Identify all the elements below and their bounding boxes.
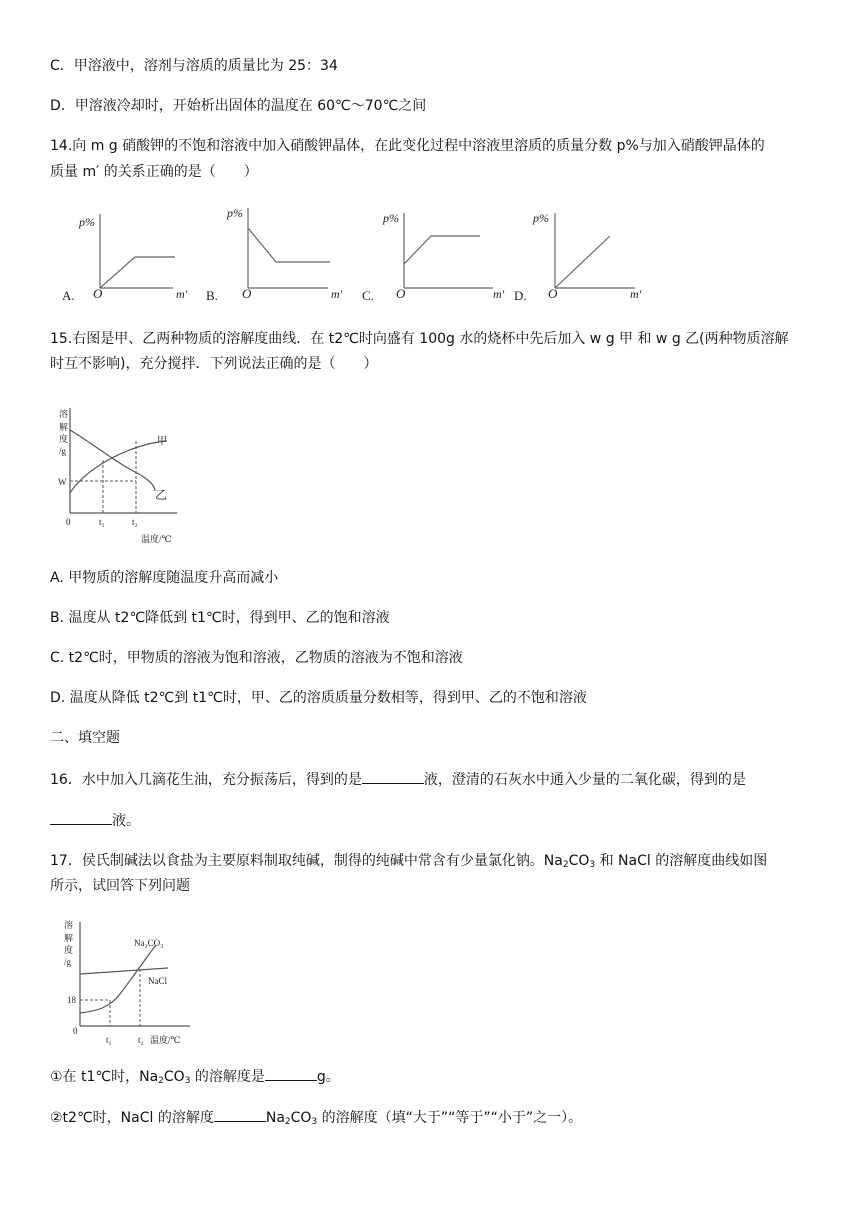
q16-part3: 液。 <box>112 813 140 829</box>
graph-b-ylabel: p% <box>227 206 243 220</box>
series-jia-label: 甲 <box>157 436 167 447</box>
q13-option-c: C．甲溶液中，溶剂与溶质的质量比为 25：34 <box>50 58 338 74</box>
ylabel-char-2: 解 <box>64 933 74 943</box>
w-label: W <box>58 477 67 487</box>
q17-sub2-text-d: 的溶解度（填“大于”“等于”“小于”之一）。 <box>317 1110 583 1126</box>
q17-sub1-text-a: ①在 t1℃时，Na <box>50 1069 159 1085</box>
graph-c-xlabel: m' <box>493 287 505 301</box>
graph-d-curve <box>555 236 610 288</box>
section-title: 二、填空题 <box>50 730 120 746</box>
q17-sub2-text-a: ②t2℃时，NaCl 的溶解度 <box>50 1110 214 1126</box>
q17-stem-sub: 2 <box>562 860 569 870</box>
q17-stem-text-c: 和 NaCl 的溶解度曲线如图 <box>595 853 768 869</box>
q14-graphs <box>55 198 655 310</box>
graph-c-letter: C. <box>362 288 374 303</box>
curve-nacl <box>80 968 168 974</box>
q17-stem-sub2: 3 <box>589 860 596 870</box>
graph-b-xlabel: m' <box>331 287 343 301</box>
graph-c-curve <box>404 236 480 264</box>
series-nacl-label: NaCl <box>148 976 167 986</box>
q17-solubility-graph <box>58 912 198 1052</box>
q15-stem-line2: 时互不影响)，充分搅拌．下列说法正确的是（ ） <box>50 356 378 372</box>
t2-label: t₂ <box>132 517 138 527</box>
curve-yi <box>70 430 155 491</box>
graph-b-letter: B. <box>206 288 218 303</box>
q17-stem-text-a: 17．侯氏制碱法以食盐为主要原料制取纯碱，制得的纯碱中常含有少量氯化钠。Na <box>50 853 563 869</box>
q17-sub1-sub2: 2 <box>158 1076 164 1086</box>
q14-stem-line2: 质量 m′ 的关系正确的是（ ） <box>50 164 258 180</box>
q15-stem-line1: 15.右图是甲、乙两种物质的溶解度曲线．在 t2℃时向盛有 100g 水的烧杯中先后加入 w g 甲 和 w g 乙(两种物质溶解 <box>50 331 789 347</box>
q16-line1 <box>50 769 746 790</box>
t2-label: t₂ <box>138 1035 144 1045</box>
q17-sub2-text-b: Na <box>265 1110 285 1126</box>
q17-sub1-text-b: CO <box>163 1069 185 1085</box>
graph-a-xlabel: m' <box>176 287 188 301</box>
ylabel-char-2: 解 <box>59 422 69 432</box>
q16-blank-2[interactable] <box>50 810 112 825</box>
q16-blank-1[interactable] <box>362 769 424 784</box>
graph-a-letter: A. <box>62 288 75 303</box>
ylabel-char-4: /g <box>64 957 72 967</box>
q15-solubility-graph <box>55 400 185 548</box>
series-na2co3-label: Na₂CO₃ <box>134 938 164 948</box>
q16-part2: 液，澄清的石灰水中通入少量的二氧化碳，得到的是 <box>423 772 746 788</box>
q17-stem-line2: 所示，试回答下列问题 <box>50 878 190 894</box>
graph-c-ylabel: p% <box>383 211 399 225</box>
graph-d-xlabel: m' <box>630 287 642 301</box>
origin-label: 0 <box>66 517 71 527</box>
q15-option-d: D. 温度从降低 t2℃到 t1℃时，甲、乙的溶质质量分数相等，得到甲、乙的不饱和溶液 <box>50 690 587 706</box>
q17-blank-1[interactable] <box>265 1066 317 1081</box>
graph-a-curve <box>100 257 175 288</box>
origin-label: 0 <box>73 1026 78 1036</box>
q15-option-c: C. t2℃时，甲物质的溶液为饱和溶液，乙物质的溶液为不饱和溶液 <box>50 650 463 666</box>
xlabel: 温度/℃ <box>141 534 172 544</box>
graph-d-ylabel: p% <box>533 211 549 225</box>
q17-stem-text-b: CO <box>568 853 590 869</box>
q17-sub1 <box>50 1066 340 1091</box>
t1-label: t₁ <box>99 517 105 527</box>
series-yi-label: 乙 <box>155 488 168 502</box>
q16-part1: 16．水中加入几滴花生油，充分振荡后，得到的是 <box>50 772 362 788</box>
q17-sub1-sub3: 3 <box>184 1076 191 1086</box>
q16-line2 <box>50 810 140 831</box>
graph-b-origin: O <box>242 286 252 301</box>
q13-option-d: D．甲溶液冷却时，开始析出固体的温度在 60℃～70℃之间 <box>50 98 427 114</box>
q17-sub2-text-c: CO <box>290 1110 312 1126</box>
q17-blank-2[interactable] <box>214 1107 266 1122</box>
value-18-label: 18 <box>67 995 76 1005</box>
graph-a-ylabel: p% <box>79 215 95 229</box>
t1-label: t₁ <box>106 1035 112 1045</box>
ylabel-char-1: 溶 <box>59 409 69 419</box>
q15-option-b: B. 温度从 t2℃降低到 t1℃时，得到甲、乙的饱和溶液 <box>50 610 390 626</box>
xlabel: 温度/℃ <box>150 1035 181 1045</box>
q17-stem-line1 <box>50 851 767 875</box>
graph-a-origin: O <box>93 286 103 301</box>
q14-stem-line1: 14.向 m g 硝酸钾的不饱和溶液中加入硝酸钾晶体，在此变化过程中溶液里溶质的质量分数 p%与加入硝酸钾晶体的 <box>50 138 765 154</box>
graph-b-curve <box>248 228 330 262</box>
graph-d-letter: D. <box>514 288 527 303</box>
ylabel-char-3: 度 <box>64 945 74 955</box>
q17-sub1-text-c: 的溶解度是 <box>190 1069 265 1085</box>
graph-d-origin: O <box>548 286 558 301</box>
q17-sub2-sub2: 2 <box>284 1117 291 1127</box>
curve-na2co3 <box>80 945 156 1013</box>
q15-option-a: A. 甲物质的溶解度随温度升高而减小 <box>50 570 279 586</box>
ylabel-char-1: 溶 <box>64 920 74 930</box>
ylabel-char-4: /g <box>59 446 67 456</box>
q17-sub2-sub3: 3 <box>311 1117 318 1127</box>
q17-sub2 <box>50 1107 582 1132</box>
graph-c-origin: O <box>396 286 406 301</box>
q17-sub1-text-d: g。 <box>316 1069 340 1085</box>
ylabel-char-3: 度 <box>59 434 69 444</box>
